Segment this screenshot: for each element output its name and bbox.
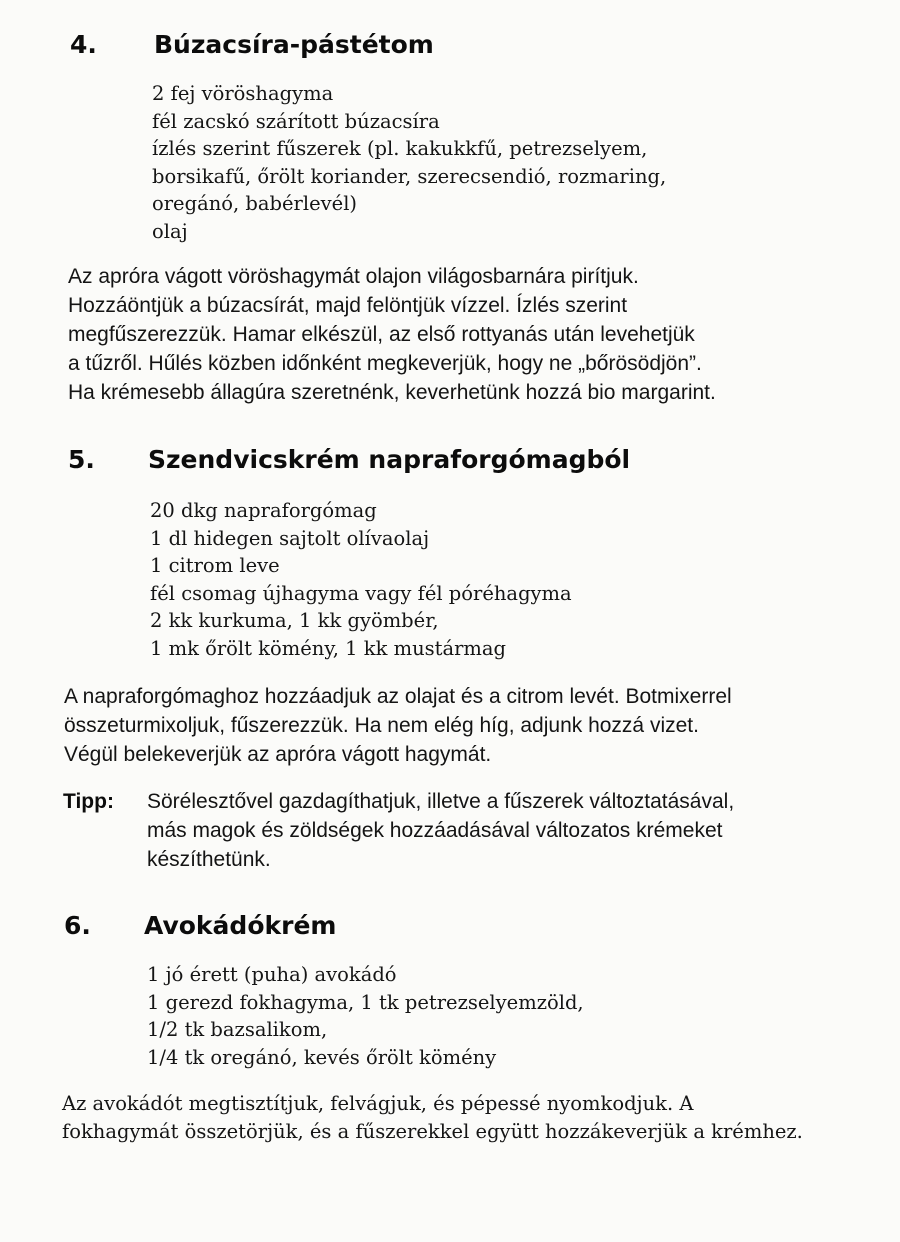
ingredient-line: fél zacskó szárított búzacsíra — [152, 109, 440, 133]
tip-line: Sörélesztővel gazdagíthatjuk, illetve a fűszerek változtatásával, — [147, 790, 735, 813]
recipe-4-ingredients — [152, 80, 666, 245]
ingredient-line: 1 gerezd fokhagyma, 1 tk petrezselyemzöld, — [147, 990, 584, 1014]
method-line: Ha krémesebb állagúra szeretnénk, keverhetünk hozzá bio margarint. — [68, 381, 716, 404]
ingredient-line: 1/2 tk bazsalikom, — [147, 1018, 328, 1041]
recipe-number: 6. — [64, 911, 91, 940]
method-line: a tűzről. Hűlés közben időnként megkeverjük, hogy ne „bőrösödjön”. — [68, 352, 702, 375]
tip-line: más magok és zöldségek hozzáadásával változatos krémeket — [147, 819, 723, 842]
recipe-5-tip — [147, 787, 734, 874]
recipe-title: Szendvicskrém napraforgómagból — [148, 445, 631, 474]
recipe-4-method — [68, 262, 716, 407]
recipe-6-heading — [64, 911, 336, 940]
method-line: Végül belekeverjük az apróra vágott hagymát. — [64, 743, 492, 766]
method-line: Az apróra vágott vöröshagymát olajon világosbarnára pirítjuk. — [68, 265, 639, 288]
ingredient-line: 20 dkg napraforgómag — [150, 499, 377, 522]
method-line: A napraforgómaghoz hozzáadjuk az olajat és a citrom levét. Botmixerrel — [64, 685, 732, 708]
recipe-title: Búzacsíra-pástétom — [154, 30, 434, 59]
recipe-number: 4. — [70, 30, 97, 59]
ingredient-line: 1 dl hidegen sajtolt olívaolaj — [150, 526, 430, 550]
tip-line: készíthetünk. — [147, 848, 271, 871]
recipe-number: 5. — [68, 445, 95, 474]
ingredient-line: borsikafű, őrölt koriander, szerecsendió, rozmaring, — [152, 164, 667, 188]
recipe-title: Avokádókrém — [144, 911, 337, 940]
method-line: fokhagymát összetörjük, és a fűszerekkel együtt hozzákeverjük a krémhez. — [62, 1120, 803, 1143]
method-line: összeturmixoljuk, fűszerezzük. Ha nem elég híg, adjunk hozzá vizet. — [64, 714, 699, 737]
ingredient-line: olaj — [152, 219, 188, 243]
ingredient-line: 1 jó érett (puha) avokádó — [147, 963, 397, 986]
method-line: Hozzáöntjük a búzacsírát, majd felöntjük vízzel. Ízlés szerint — [68, 294, 628, 317]
ingredient-line: oregánó, babérlevél) — [152, 192, 358, 215]
ingredient-line: 1/4 tk oregánó, kevés őrölt kömény — [147, 1045, 497, 1069]
method-line: megfűszerezzük. Hamar elkészül, az első rottyanás után levehetjük — [68, 323, 695, 346]
ingredient-line: 1 mk őrölt kömény, 1 kk mustármag — [150, 636, 507, 660]
ingredient-line: ízlés szerint fűszerek (pl. kakukkfű, petrezselyem, — [152, 137, 648, 160]
recipe-5-heading — [68, 445, 630, 474]
ingredient-line: 2 fej vöröshagyma — [152, 82, 334, 105]
method-line: Az avokádót megtisztítjuk, felvágjuk, és pépessé nyomkodjuk. A — [62, 1092, 694, 1115]
tip-label: Tipp: — [63, 790, 114, 813]
ingredient-line: 1 citrom leve — [150, 554, 280, 577]
recipe-4-heading — [70, 30, 434, 59]
recipe-6-method — [62, 1090, 803, 1146]
ingredient-line: fél csomag újhagyma vagy fél póréhagyma — [150, 581, 572, 605]
recipe-6-ingredients — [147, 961, 584, 1071]
recipe-5-ingredients — [150, 497, 572, 662]
recipe-5-method — [64, 682, 732, 769]
ingredient-line: 2 kk kurkuma, 1 kk gyömbér, — [150, 609, 439, 632]
